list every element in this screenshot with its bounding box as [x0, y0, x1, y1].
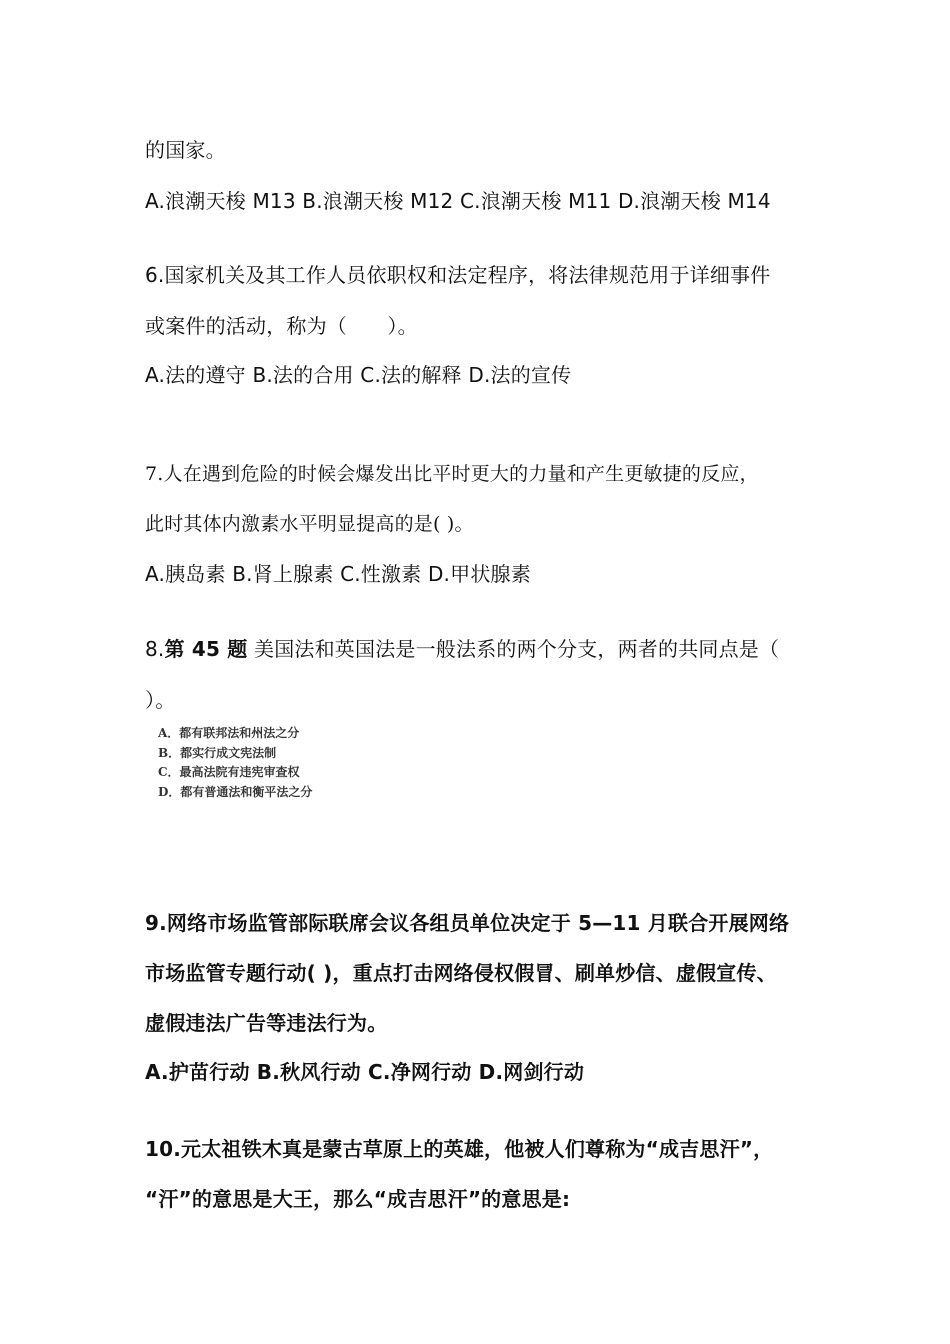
q9-options: A.护苗行动 B.秋风行动 C.净网行动 D.网剑行动	[145, 1060, 585, 1084]
q10-stem-line1: 10.元太祖铁木真是蒙古草原上的英雄，他被人们尊称为“成吉思汗”，	[145, 1137, 774, 1161]
q7-options: A.胰岛素 B.肾上腺素 C.性激素 D.甲状腺素	[145, 562, 531, 586]
q9-stem-line1: 9.网络市场监管部际联席会议各组员单位决定于 5—11 月联合开展网络	[145, 911, 790, 935]
q8-option: C．最高法院有违宪审查权	[158, 765, 300, 779]
q8-stem-text: 美国法和英国法是一般法系的两个分支，两者的共同点是（	[247, 637, 780, 661]
q8-option: A．都有联邦法和州法之分	[158, 726, 300, 740]
q8-stem-line1	[145, 636, 779, 662]
q5-options: A.浪潮天梭 M13 B.浪潮天梭 M12 C.浪潮天梭 M11 D.浪潮天梭 M14	[145, 189, 771, 213]
q9-stem-line3: 虚假违法广告等违法行为。	[145, 1011, 388, 1035]
q7-stem-line2: 此时其体内激素水平明显提高的是( )。	[145, 513, 474, 535]
q8-number: 8.	[145, 637, 165, 661]
q8-stem-line2: ）。	[145, 688, 176, 712]
q9-stem-line2: 市场监管专题行动( )，重点打击网络侵权假冒、刷单炒信、虚假宣传、	[145, 961, 777, 985]
q7-stem-line1: 7.人在遇到危险的时候会爆发出比平时更大的力量和产生更敏捷的反应，	[145, 463, 759, 485]
text-line: 的国家。	[145, 138, 226, 162]
q8-option: B．都实行成文宪法制	[158, 745, 277, 760]
q8-label: 第 45 题	[164, 637, 248, 661]
q8-option: D．都有普通法和衡平法之分	[158, 784, 313, 799]
q6-stem-line1: 6.国家机关及其工作人员依职权和法定程序，将法律规范用于详细事件	[145, 263, 771, 287]
q10-stem-line2: “汗”的意思是大王，那么“成吉思汗”的意思是:	[145, 1187, 571, 1211]
q6-options: A.法的遵守 B.法的合用 C.法的解释 D.法的宣传	[145, 363, 572, 387]
q6-stem-line2: 或案件的活动，称为（ ）。	[145, 314, 418, 338]
q8-options-image	[158, 724, 312, 802]
